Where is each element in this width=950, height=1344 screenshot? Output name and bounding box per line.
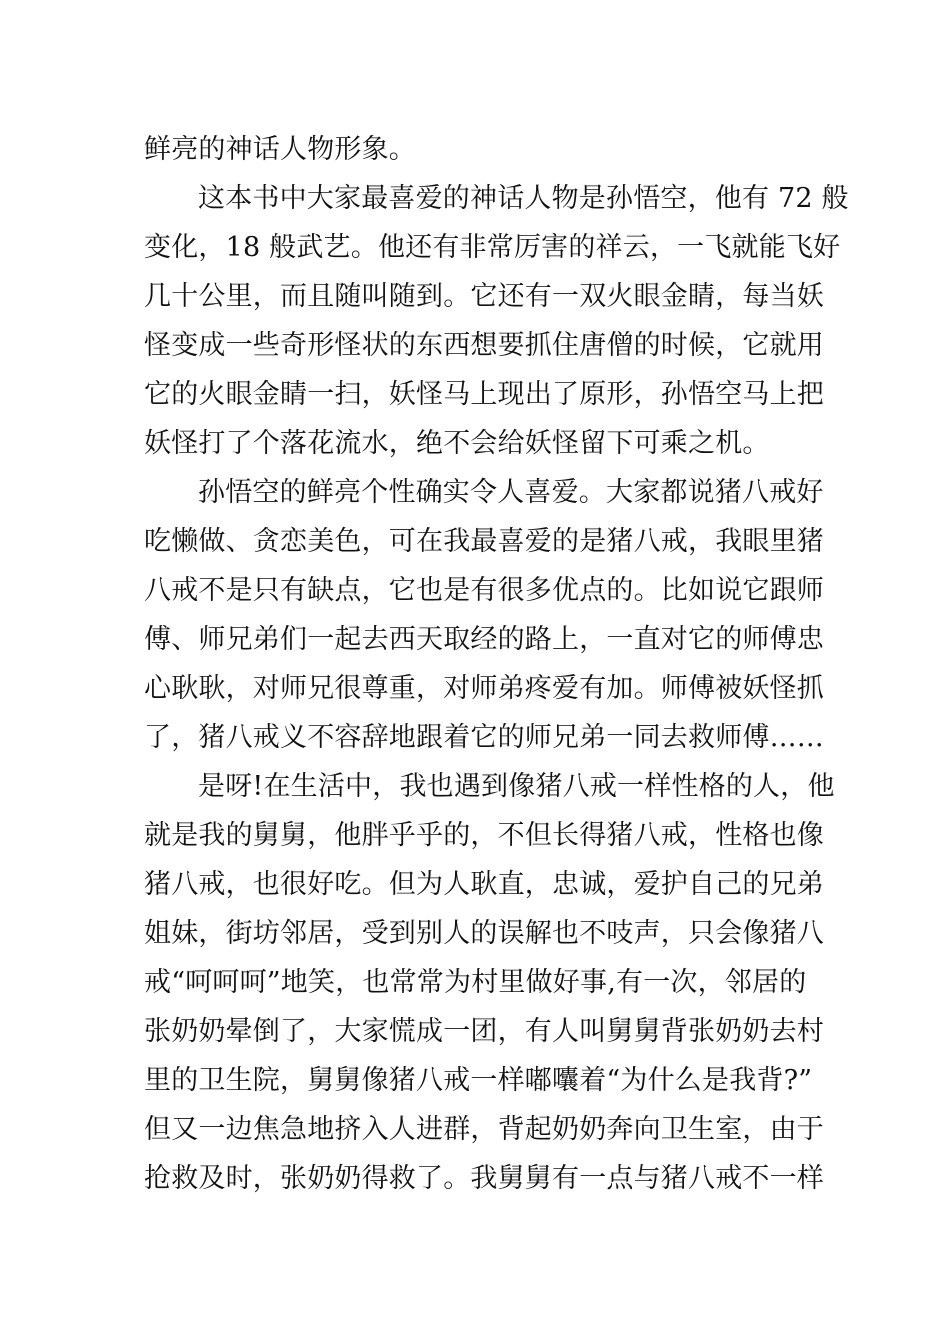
text-line: 是呀!在生活中，我也遇到像猪八戒一样性格的人，他	[198, 771, 835, 802]
text-line: 心耿耿，对师兄很尊重，对师弟疼爱有加。师傅被妖怪抓	[144, 673, 824, 704]
text-line: 里的卫生院，舅舅像猪八戒一样嘟囔着“为什么是我背?”	[144, 1065, 813, 1096]
text-line: 猪八戒，也很好吃。但为人耿直，忠诚，爱护自己的兄弟	[144, 869, 824, 900]
text-line: 八戒不是只有缺点，它也是有很多优点的。比如说它跟师	[144, 575, 824, 606]
text-line: 傅、师兄弟们一起去西天取经的路上，一直对它的师傅忠	[144, 624, 824, 655]
text-line: 几十公里，而且随叫随到。它还有一双火眼金睛，每当妖	[144, 281, 824, 312]
text-line: 吃懒做、贪恋美色，可在我最喜爱的是猪八戒，我眼里猪	[144, 526, 824, 557]
text-line: 这本书中大家最喜爱的神话人物是孙悟空，他有 72 般	[198, 183, 849, 214]
paragraph	[144, 762, 835, 1203]
text-line: 妖怪打了个落花流水，绝不会给妖怪留下可乘之机。	[144, 428, 770, 459]
text-line: 鲜亮的神话人物形象。	[144, 134, 416, 165]
text-line: 了，猪八戒义不容辞地跟着它的师兄弟一同去救师傅……	[144, 722, 824, 753]
text-line: 张奶奶晕倒了，大家慌成一团，有人叫舅舅背张奶奶去村	[144, 1016, 824, 1047]
paragraph	[144, 174, 849, 468]
text-line: 抢救及时，张奶奶得救了。我舅舅有一点与猪八戒不一样	[144, 1163, 824, 1194]
text-line: 戒“呵呵呵”地笑，也常常为村里做好事,有一次，邻居的	[144, 967, 807, 998]
text-line: 姐妹，街坊邻居，受到别人的误解也不吱声，只会像猪八	[144, 918, 824, 949]
paragraph	[144, 468, 824, 762]
text-line: 就是我的舅舅，他胖乎乎的，不但长得猪八戒，性格也像	[144, 820, 824, 851]
text-line: 但又一边焦急地挤入人进群，背起奶奶奔向卫生室，由于	[144, 1114, 824, 1145]
paragraph	[144, 125, 809, 174]
text-line: 变化，18 般武艺。他还有非常厉害的祥云，一飞就能飞好	[144, 232, 841, 263]
document-body	[144, 125, 849, 1203]
text-line: 孙悟空的鲜亮个性确实令人喜爱。大家都说猪八戒好	[198, 477, 824, 508]
text-line: 怪变成一些奇形怪状的东西想要抓住唐僧的时候，它就用	[144, 330, 824, 361]
text-line: 它的火眼金睛一扫，妖怪马上现出了原形，孙悟空马上把	[144, 379, 824, 410]
